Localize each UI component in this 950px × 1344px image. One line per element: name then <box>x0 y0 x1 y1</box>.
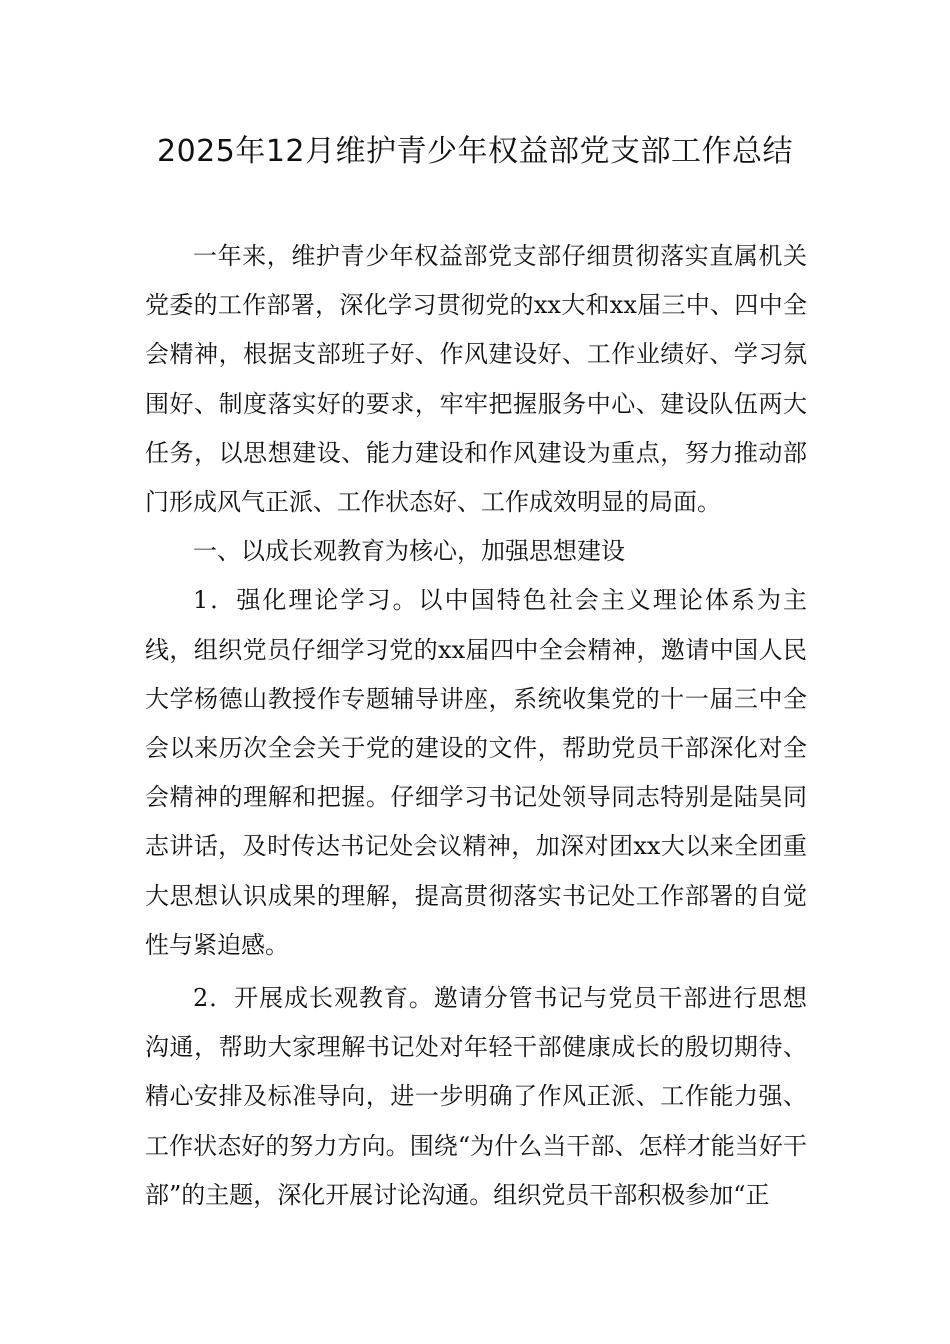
document-body <box>145 232 807 1220</box>
paragraph-item-2: 2．开展成长观教育。邀请分管书记与党员干部进行思想沟通，帮助大家理解书记处对年轻干部健康成长的殷切期待、精心安排及标准导向，进一步明确了作风正派、工作能力强、工作状态好的努力方向。围绕“为什么当干部、怎样才能当好干部”的主题，深化开展讨论沟通。组织党员干部积极参加“正 <box>145 984 807 1209</box>
section-heading: 一、以成长观教育为核心，加强思想建设 <box>193 537 625 566</box>
intro-paragraph: 一年来，维护青少年权益部党支部仔细贯彻落实直属机关党委的工作部署，深化学习贯彻党的xx大和xx届三中、四中全会精神，根据支部班子好、作风建设好、工作业绩好、学习氛围好、制度落实好的要求，牢牢把握服务中心、建设队伍两大任务，以思想建设、能力建设和作风建设为重点，努力推动部门形成风气正派、工作状态好、工作成效明显的局面。 <box>145 242 807 517</box>
document-title: 2025年12月维护青少年权益部党支部工作总结 <box>156 134 794 169</box>
paragraph-item-1: 1．强化理论学习。以中国特色社会主义理论体系为主线，组织党员仔细学习党的xx届四中全会精神，邀请中国人民大学杨德山教授作专题辅导讲座，系统收集党的十一届三中全会以来历次全会关于党的建设的文件，帮助党员干部深化对全会精神的理解和把握。仔细学习书记处领导同志特别是陆昊同志讲话，及时传达书记处会议精神，加深对团xx大以来全团重大思想认识成果的理解，提高贯彻落实书记处工作部署的自觉性与紧迫感。 <box>145 586 807 959</box>
